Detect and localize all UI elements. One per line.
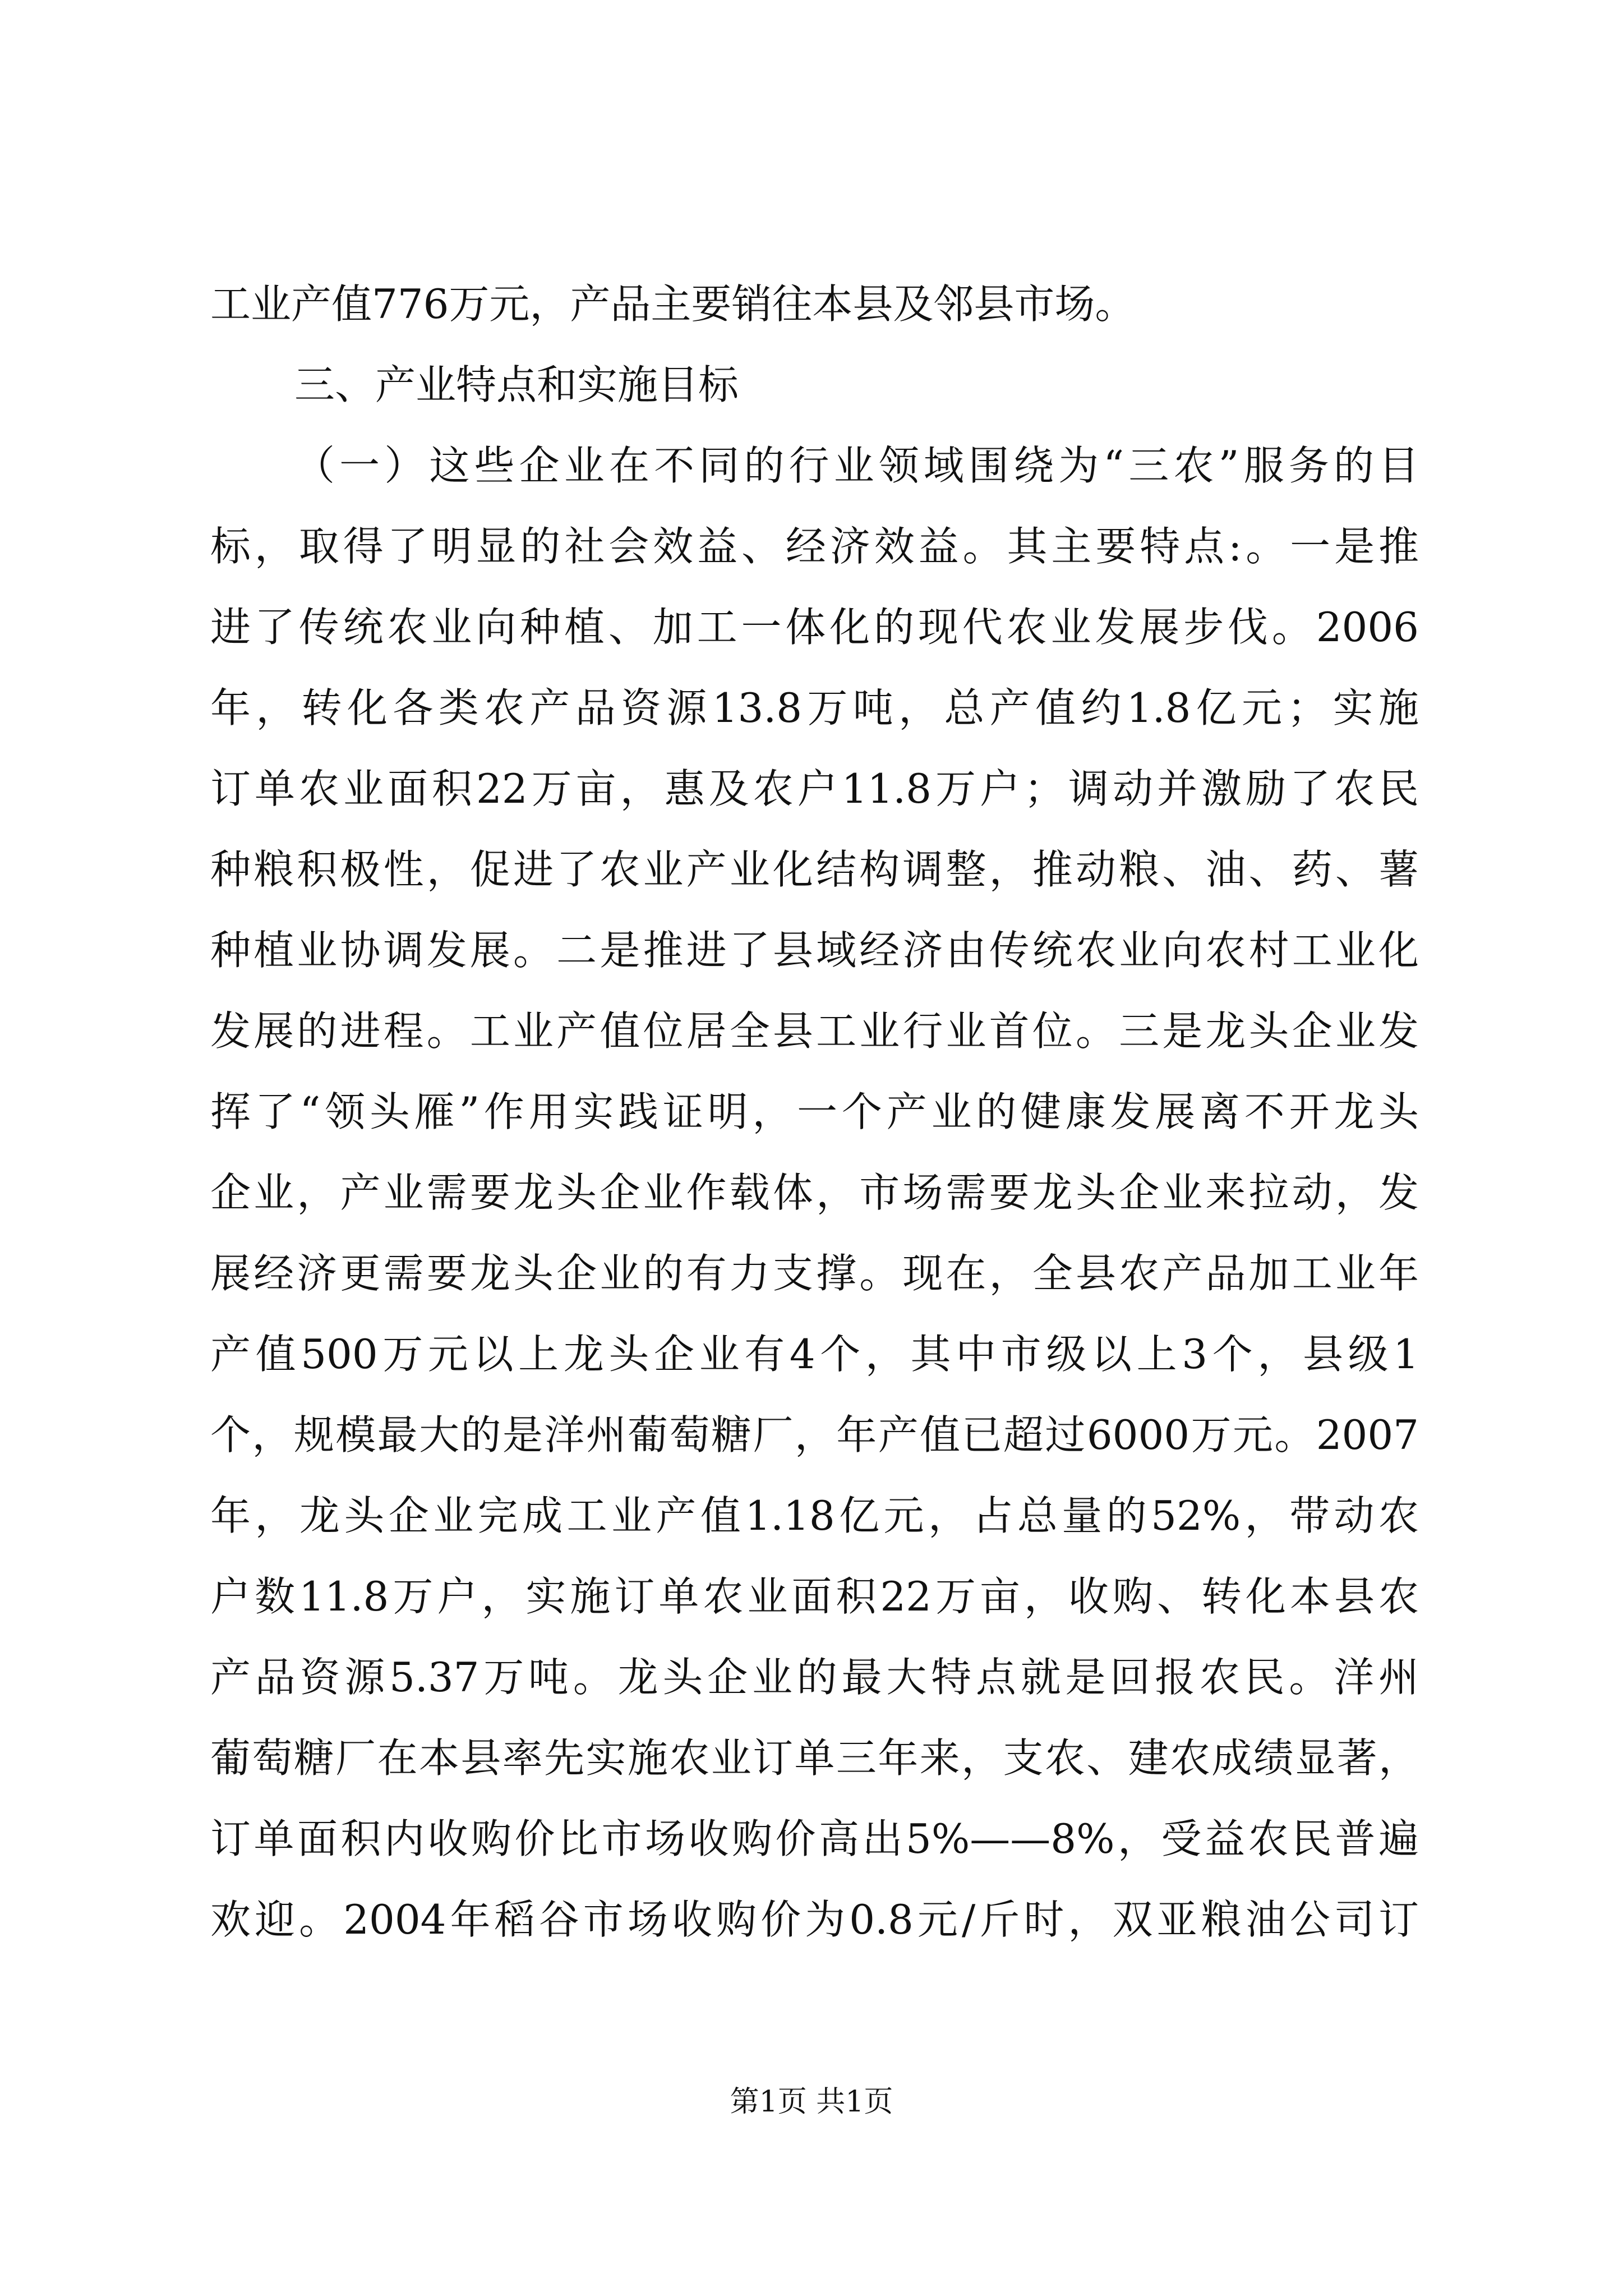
text-line-6: 年，转化各类农产品资源13.8万吨，总产值约1.8亿元；实施 [210, 684, 1419, 731]
text-line-11: 挥了“领头雁”作用实践证明，一个产业的健康发展离不开龙头 [210, 1088, 1419, 1135]
section-heading: 三、产业特点和实施目标 [294, 361, 739, 408]
text-line-4: 标，取得了明显的社会效益、经济效益。其主要特点:。一是推 [210, 523, 1419, 570]
text-line-10: 发展的进程。工业产值位居全县工业行业首位。三是龙头企业发 [210, 1007, 1419, 1055]
text-line-15: 个，规模最大的是洋州葡萄糖厂，年产值已超过6000万元。2007 [210, 1411, 1419, 1458]
text-line-7: 订单农业面积22万亩，惠及农户11.8万户；调动并激励了农民 [210, 765, 1419, 812]
text-line-9: 种植业协调发展。二是推进了县域经济由传统农业向农村工业化 [210, 927, 1419, 974]
text-line-13: 展经济更需要龙头企业的有力支撑。现在，全县农产品加工业年 [210, 1250, 1419, 1297]
text-line-21: 欢迎。2004年稻谷市场收购价为0.8元/斤时，双亚粮油公司订 [210, 1896, 1419, 1943]
text-line-18: 产品资源5.37万吨。龙头企业的最大特点就是回报农民。洋州 [210, 1654, 1419, 1701]
text-line-3: （一）这些企业在不同的行业领域围绕为“三农”服务的目 [294, 442, 1419, 489]
text-line-1: 工业产值776万元，产品主要销往本县及邻县市场。 [210, 280, 1136, 328]
page-number-footer: 第1页 共1页 [730, 2085, 893, 2119]
text-line-14: 产值500万元以上龙头企业有4个，其中市级以上3个，县级1 [210, 1331, 1419, 1378]
document-body [210, 264, 1419, 1960]
text-line-8: 种粮积极性，促进了农业产业化结构调整，推动粮、油、药、薯 [210, 846, 1419, 893]
text-line-12: 企业，产业需要龙头企业作载体，市场需要龙头企业来拉动，发 [210, 1169, 1419, 1216]
text-line-16: 年，龙头企业完成工业产值1.18亿元，占总量的52%，带动农 [210, 1492, 1419, 1539]
text-line-5: 进了传统农业向种植、加工一体化的现代农业发展步伐。2006 [210, 604, 1419, 651]
text-line-20: 订单面积内收购价比市场收购价高出5%——8%，受益农民普遍 [210, 1815, 1419, 1862]
text-line-19: 葡萄糖厂在本县率先实施农业订单三年来，支农、建农成绩显著， [210, 1734, 1419, 1782]
text-line-17: 户数11.8万户，实施订单农业面积22万亩，收购、转化本县农 [210, 1573, 1419, 1620]
